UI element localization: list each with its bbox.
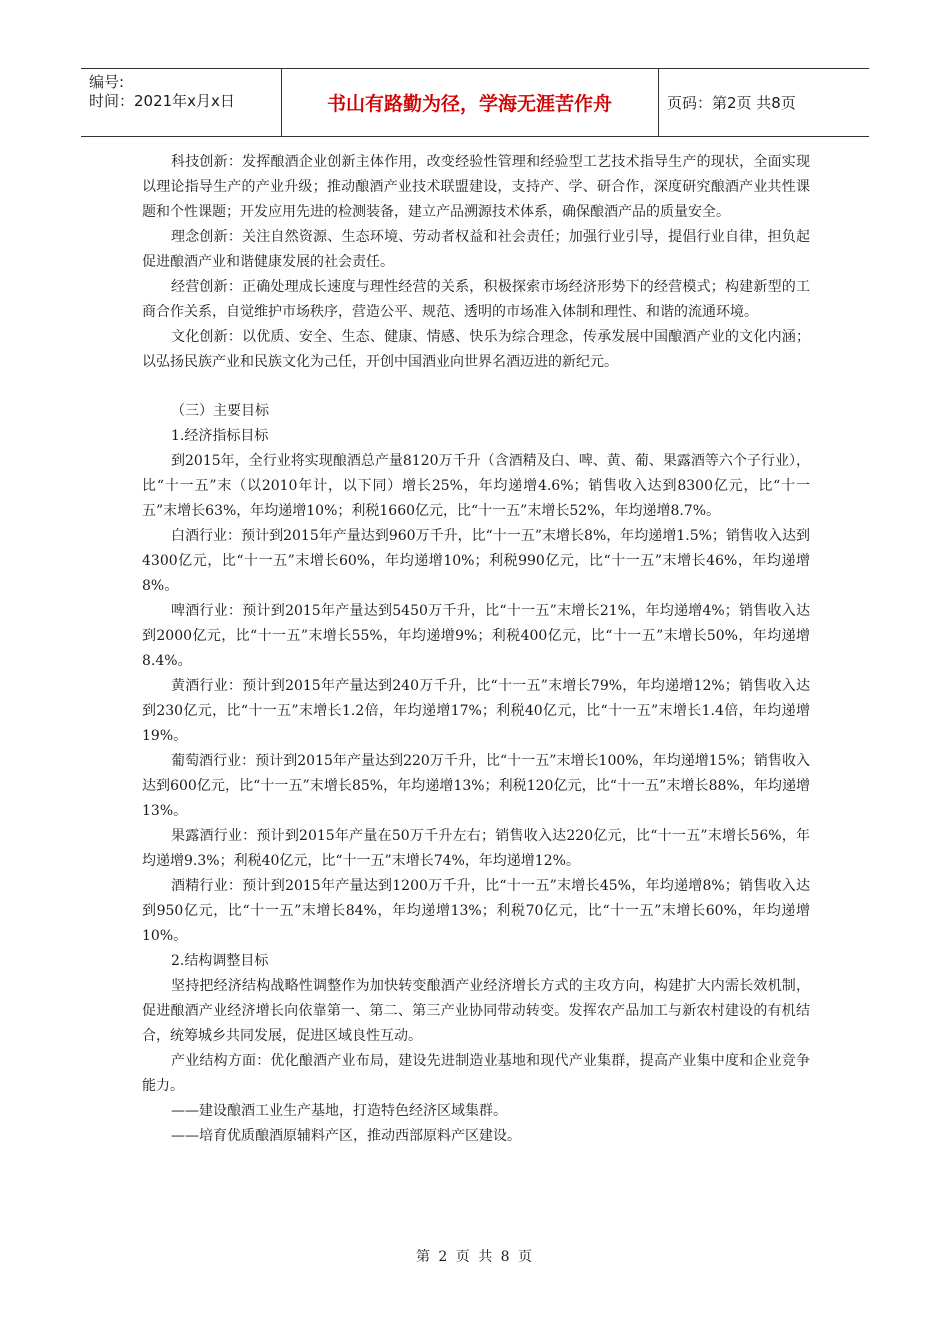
list-item-raw-material: ——培育优质酿酒原辅料产区，推动西部原料产区建设。 [171, 1128, 521, 1144]
paragraph-business-innovation: 经营创新：正确处理成长速度与理性经营的关系，积极探索市场经济形势下的经营模式；构建新型的工商合作关系，自觉维护市场秩序，营造公平、规范、透明的市场准入体制和理性、和谐的流通环境。 [142, 279, 810, 320]
paragraph-huangjiu: 黄酒行业：预计到2015年产量达到240万千升，比“十一五”末增长79%，年均递增12%；销售收入达到230亿元，比“十一五”末增长1.2倍，年均递增17%；利税40亿元，比“十一五”末增长1.4倍，年均递增19%。 [142, 678, 810, 744]
paragraph-overall-target: 到2015年，全行业将实现酿酒总产量8120万千升（含酒精及白、啤、黄、葡、果露酒等六个子行业），比“十一五”末（以2010年计，以下同）增长25%，年均递增4.6%；销售收入达到8300亿元，比“十一五”末增长63%，年均递增10%；利税1660亿元，比“十一五”末增长52%，年均递增8.7%。 [142, 453, 810, 519]
document-number-label: 编号: [89, 73, 125, 91]
header-meta [81, 69, 282, 136]
subheading-structure-goals: 2.结构调整目标 [171, 953, 269, 969]
paragraph-industry-structure: 产业结构方面：优化酿酒产业布局，建设先进制造业基地和现代产业集群，提高产业集中度和企业竞争能力。 [142, 1053, 810, 1094]
paragraph-alcohol: 酒精行业：预计到2015年产量达到1200万千升，比“十一五”末增长45%，年均递增8%；销售收入达到950亿元，比“十一五”末增长84%，年均递增13%；利税70亿元，比“十一五”末增长60%，年均递增10%。 [142, 878, 810, 944]
header-page-number: 页码：第2页 共8页 [667, 94, 796, 112]
paragraph-wine: 葡萄酒行业：预计到2015年产量达到220万千升，比“十一五”末增长100%，年均递增15%；销售收入达到600亿元，比“十一五”末增长85%，年均递增13%；利税120亿元，比“十一五”末增长88%，年均递增13%。 [142, 753, 810, 819]
page-footer: 第 2 页 共 8 页 [415, 1249, 535, 1265]
header-motto: 书山有路勤为径，学海无涯苦作舟 [281, 69, 659, 136]
page-header [81, 68, 869, 137]
paragraph-fruit-wine: 果露酒行业：预计到2015年产量在50万千升左右；销售收入达220亿元，比“十一五”末增长56%，年均递增9.3%；利税40亿元，比“十一五”末增长74%，年均递增12%。 [142, 828, 810, 869]
section-heading-main-goals: （三）主要目标 [171, 403, 269, 419]
paragraph-tech-innovation: 科技创新：发挥酿酒企业创新主体作用，改变经验性管理和经验型工艺技术指导生产的现状，全面实现以理论指导生产的产业升级；推动酿酒产业技术联盟建设，支持产、学、研合作，深度研究酿酒产业共性课题和个性课题；开发应用先进的检测装备，建立产品溯源技术体系，确保酿酒产品的质量安全。 [142, 154, 810, 220]
spacer [142, 375, 810, 399]
subheading-economic-goals: 1.经济指标目标 [171, 428, 269, 444]
paragraph-culture-innovation: 文化创新：以优质、安全、生态、健康、情感、快乐为综合理念，传承发展中国酿酒产业的文化内涵；以弘扬民族产业和民族文化为己任，开创中国酒业向世界名酒迈进的新纪元。 [142, 329, 810, 370]
document-time-label: 时间：2021年x月x日 [89, 92, 235, 110]
paragraph-structure-adjustment: 坚持把经济结构战略性调整作为加快转变酿酒产业经济增长方式的主攻方向，构建扩大内需长效机制，促进酿酒产业经济增长向依靠第一、第二、第三产业协同带动转变。发挥农产品加工与新农村建设的有机结合，统筹城乡共同发展，促进区域良性互动。 [142, 978, 810, 1044]
paragraph-concept-innovation: 理念创新：关注自然资源、生态环境、劳动者权益和社会责任；加强行业引导，提倡行业自律，担负起促进酿酒产业和谐健康发展的社会责任。 [142, 229, 810, 270]
paragraph-beer: 啤酒行业：预计到2015年产量达到5450万千升，比“十一五”末增长21%，年均递增4%；销售收入达到2000亿元，比“十一五”末增长55%，年均递增9%；利税400亿元，比“十一五”末增长50%，年均递增8.4%。 [142, 603, 810, 669]
list-item-production-base: ——建设酿酒工业生产基地，打造特色经济区域集群。 [171, 1103, 507, 1119]
paragraph-baijiu: 白酒行业：预计到2015年产量达到960万千升，比“十一五”末增长8%，年均递增1.5%；销售收入达到4300亿元，比“十一五”末增长60%，年均递增10%；利税990亿元，比“十一五”末增长46%，年均递增8%。 [142, 528, 810, 594]
document-body [142, 150, 810, 1149]
